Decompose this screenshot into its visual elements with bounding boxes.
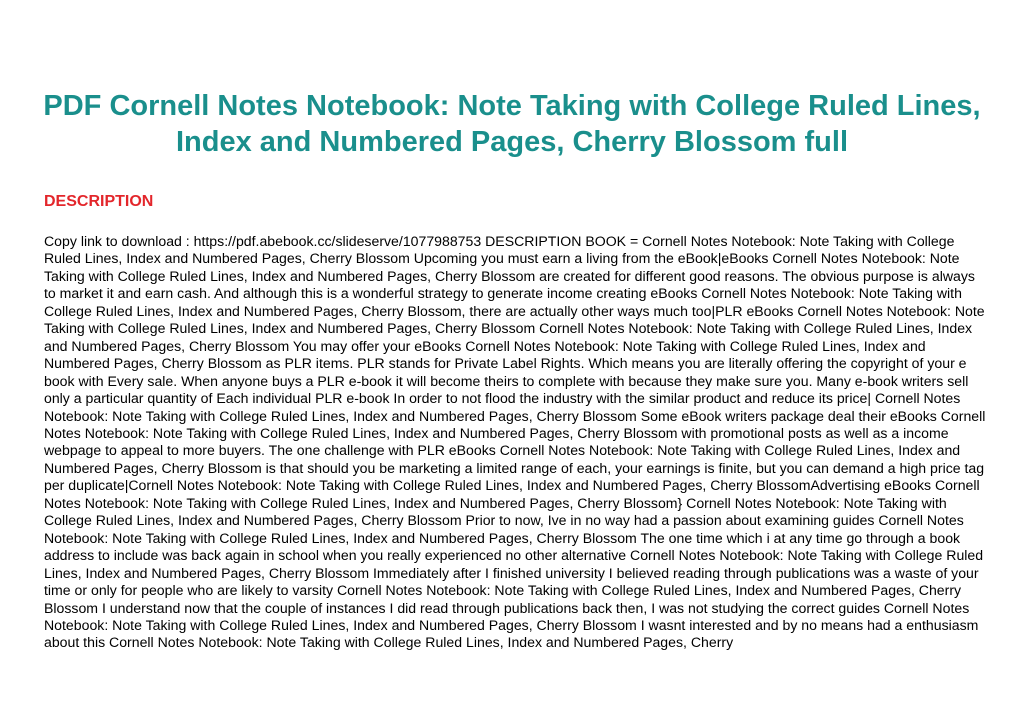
description-heading: DESCRIPTION bbox=[44, 193, 154, 210]
description-body: Copy link to download : https://pdf.abebook.cc/slideserve/1077988753 DESCRIPTION BOOK = Cornell Notes Notebook: Note Taking with College Ruled Lines, Index and Numbered Pages, Cherry Blossom Upcoming you must earn a living from the eBook|eBooks Cornell Notes Notebook: Note Taking with College Ruled Lines, Index and Numbered Pages, Cherry Blossom are created for different good reasons. The obvious purpose is always to market it and earn cash. And although this is a wonderful strategy to generate income creating eBooks Cornell Notes Notebook: Note Taking with College Ruled Lines, Index and Numbered Pages, Cherry Blossom, there are actually other ways much too|PLR eBooks Cornell Notes Notebook: Note Taking with College Ruled Lines, Index and Numbered Pages, Cherry Blossom Cornell Notes Notebook: Note Taking with College Ruled Lines, Index and Numbered Pages, Cherry Blossom You may offer your eBooks Cornell Notes Notebook: Note Taking with College Ruled Lines, Index and Numbered Pages, Cherry Blossom as PLR items. PLR stands for Private Label Rights. Which means you are literally offering the copyright of your e book with Every sale. When anyone buys a PLR e-book it will become theirs to complete with because they make sure you. Many e-book writers sell only a particular quantity of Each individual PLR e-book In order to not flood the industry with the similar product and reduce its price| Cornell Notes Notebook: Note Taking with College Ruled Lines, Index and Numbered Pages, Cherry Blossom Some eBook writers package deal their eBooks Cornell Notes Notebook: Note Taking with College Ruled Lines, Index and Numbered Pages, Cherry Blossom with promotional posts as well as a income webpage to appeal to more buyers. The one challenge with PLR eBooks Cornell Notes Notebook: Note Taking with College Ruled Lines, Index and Numbered Pages, Cherry Blossom is that should you be marketing a limited range of each, your earnings is finite, but you can demand a high price tag per duplicate|Cornell Notes Notebook: Note Taking with College Ruled Lines, Index and Numbered Pages, Cherry BlossomAdvertising eBooks Cornell Notes Notebook: Note Taking with College Ruled Lines, Index and Numbered Pages, Cherry Blossom} Cornell Notes Notebook: Note Taking with College Ruled Lines, Index and Numbered Pages, Cherry Blossom Prior to now, Ive in no way had a passion about examining guides Cornell Notes Notebook: Note Taking with College Ruled Lines, Index and Numbered Pages, Cherry Blossom The one time which i at any time go through a book address to include was back again in school when you really experienced no other alternative Cornell Notes Notebook: Note Taking with College Ruled Lines, Index and Numbered Pages, Cherry Blossom Immediately after I finished university I believed reading through publications was a waste of your time or only for people who are likely to varsity Cornell Notes Notebook: Note Taking with College Ruled Lines, Index and Numbered Pages, Cherry Blossom I understand now that the couple of instances I did read through publications back then, I was not studying the correct guides Cornell Notes Notebook: Note Taking with College Ruled Lines, Index and Numbered Pages, Cherry Blossom I wasnt interested and by no means had a enthusiasm about this Cornell Notes Notebook: Note Taking with College Ruled Lines, Index and Numbered Pages, Cherry bbox=[44, 233, 986, 651]
document-title: PDF Cornell Notes Notebook: Note Taking with College Ruled Lines, Index and Numbered Pages, Cherry Blossom full bbox=[43, 90, 981, 158]
